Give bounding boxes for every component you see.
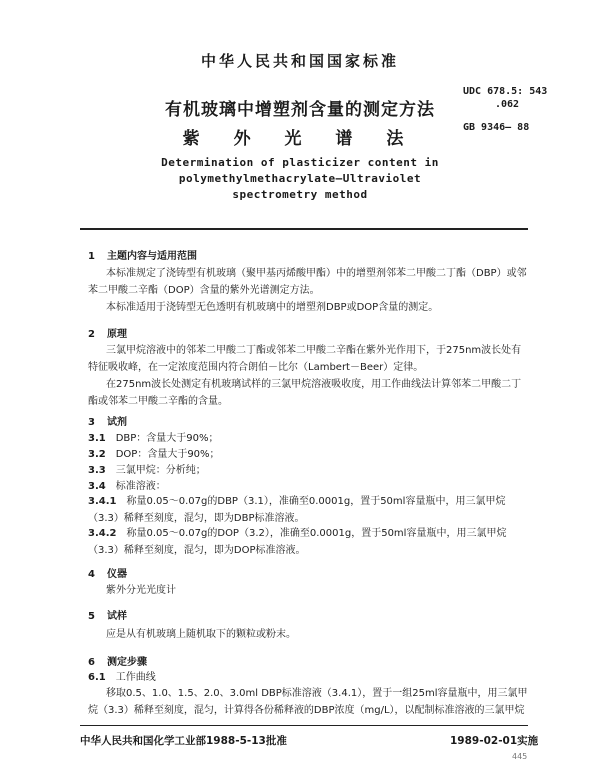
header-divider xyxy=(80,228,528,230)
item-text: 称量0.05～0.07g的DBP（3.1），准确至0.0001g，置于50ml容量瓶中，用三氯甲烷（3.3）稀释至刻度，混匀，即为DBP标准溶液。 xyxy=(88,496,506,524)
standard-name: 中华人民共和国国家标准 xyxy=(200,52,399,70)
udc-code-suffix: .062 xyxy=(495,99,520,110)
reagent-item-3-4-2 xyxy=(88,525,528,559)
procedure-item-6-1 xyxy=(88,670,156,686)
item-number: 3.3 xyxy=(88,465,106,476)
section-title: 仪器 xyxy=(106,569,127,580)
item-number: 3.4.1 xyxy=(88,496,117,507)
title-chinese-line1: 有机玻璃中增塑剂含量的测定方法 xyxy=(165,100,435,120)
approval-info: 中华人民共和国化学工业部1988-5-13批准 xyxy=(80,735,287,747)
section-1-heading xyxy=(88,247,197,262)
footer-divider xyxy=(80,725,528,726)
section-title: 试剂 xyxy=(106,417,127,428)
page-mark: 445 xyxy=(512,752,528,761)
section-2-paragraph-1: 三氯甲烷溶液中的邻苯二甲酸二丁酯或邻苯二甲酸二辛酯在紫外光作用下，于275nm波长处有特征吸收峰，在一定浓度范围内符合朗伯－比尔（Lambert－Beer）定律。 xyxy=(88,345,522,373)
section-2-paragraph-2: 在275nm波长处测定有机玻璃试样的三氯甲烷溶液吸收度，用工作曲线法计算邻苯二甲酸二丁酯或邻苯二甲酸二辛酯的含量。 xyxy=(88,379,522,407)
implementation-date: 1989-02-01实施 xyxy=(450,735,539,747)
section-number: 1 xyxy=(88,251,95,262)
section-3-heading xyxy=(88,413,127,428)
section-4-text: 紫外分光光度计 xyxy=(106,585,176,596)
section-number: 5 xyxy=(88,611,95,622)
item-number: 3.1 xyxy=(88,433,106,444)
section-4-heading xyxy=(88,565,127,580)
section-title: 主题内容与适用范围 xyxy=(106,251,197,262)
section-6-heading xyxy=(88,653,147,668)
section-6-paragraph-1: 移取0.5、1.0、1.5、2.0、3.0ml DBP标准溶液（3.4.1），置于一组25ml容量瓶中，用三氯甲烷（3.3）稀释至刻度，混匀，计算得各份稀释液的DBP浓度（mg/L），以配制标准溶液的三氯甲烷 xyxy=(88,688,528,716)
english-title-line3: spectrometry method xyxy=(232,188,368,201)
english-title-line1: Determination of plasticizer content in xyxy=(161,156,439,169)
item-text: 工作曲线 xyxy=(115,672,156,683)
item-text: 称量0.05～0.07g的DOP（3.2），准确至0.0001g，置于50ml容量瓶中，用三氯甲烷（3.3）稀释至刻度，混匀，即为DOP标准溶液。 xyxy=(88,528,507,556)
reagent-item-3-2 xyxy=(88,447,220,463)
title-chinese-line2: 紫 外 光 谱 法 xyxy=(182,129,418,149)
gb-number: GB 9346— 88 xyxy=(463,122,530,133)
reagent-item-3-3 xyxy=(88,463,206,479)
reagent-item-3-4-1 xyxy=(88,493,528,527)
reagent-item-3-1 xyxy=(88,431,219,447)
section-number: 4 xyxy=(88,569,95,580)
section-2-heading xyxy=(88,325,127,340)
item-number: 6.1 xyxy=(88,672,106,683)
item-number: 3.4 xyxy=(88,481,106,492)
section-number: 2 xyxy=(88,329,95,340)
item-text: DBP：含量大于90%； xyxy=(115,433,219,444)
item-number: 3.2 xyxy=(88,449,106,460)
section-title: 试样 xyxy=(106,611,127,622)
item-text: 标准溶液： xyxy=(115,481,166,492)
section-number: 3 xyxy=(88,417,95,428)
section-title: 原理 xyxy=(106,329,127,340)
udc-code: UDC 678.5: 543 xyxy=(463,86,548,97)
section-1-paragraph-1: 本标准规定了浇铸型有机玻璃（聚甲基丙烯酸甲酯）中的增塑剂邻苯二甲酸二丁酯（DBP）或邻苯二甲酸二辛酯（DOP）含量的紫外光谱测定方法。 xyxy=(88,268,527,296)
section-5-heading xyxy=(88,607,127,622)
section-number: 6 xyxy=(88,657,95,668)
item-text: 三氯甲烷：分析纯； xyxy=(115,465,206,476)
english-title-line2: polymethylmethacrylate—Ultraviolet xyxy=(178,172,422,185)
section-title: 测定步骤 xyxy=(106,657,147,668)
section-1-paragraph-2: 本标准适用于浇铸型无色透明有机玻璃中的增塑剂DBP或DOP含量的测定。 xyxy=(106,302,439,313)
item-number: 3.4.2 xyxy=(88,528,117,539)
item-text: DOP：含量大于90%； xyxy=(115,449,220,460)
section-5-text: 应是从有机玻璃上随机取下的颗粒或粉末。 xyxy=(106,629,296,640)
